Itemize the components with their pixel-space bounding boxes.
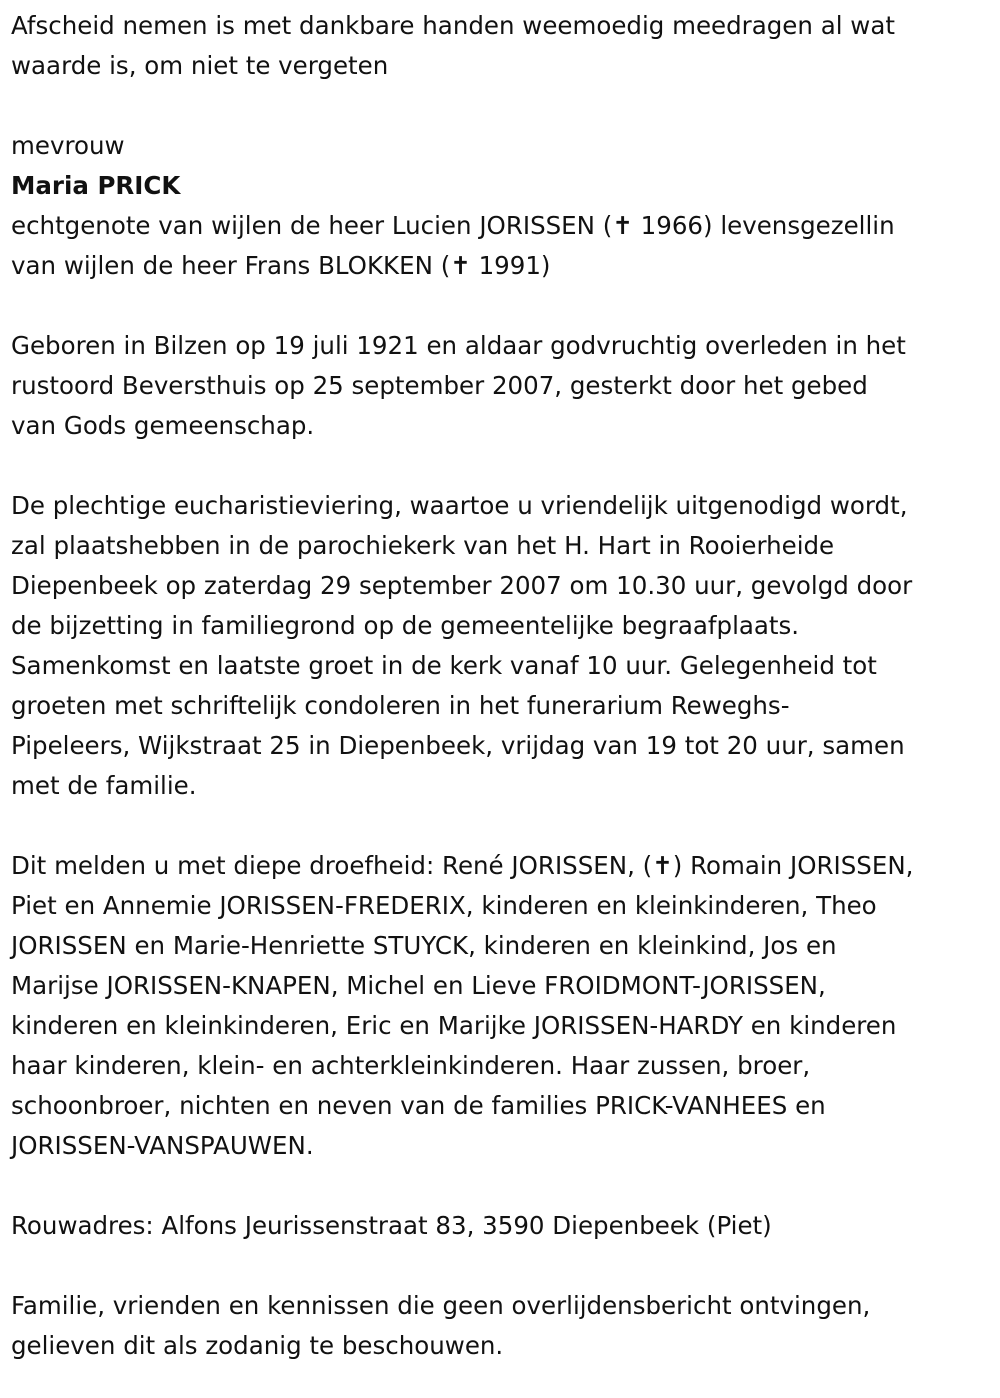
ceremony-line: met de familie. <box>11 771 197 800</box>
spacer <box>11 1246 991 1286</box>
spouse-line: echtgenote van wijlen de heer Lucien JORISSEN (✝ 1966) levensgezellin <box>11 211 895 240</box>
family-paragraph <box>11 846 991 1166</box>
birth-death-line: van Gods gemeenschap. <box>11 411 315 440</box>
intro-line: waarde is, om niet te vergeten <box>11 51 389 80</box>
honorific: mevrouw <box>11 131 125 160</box>
family-line: Piet en Annemie JORISSEN-FREDERIX, kinderen en kleinkinderen, Theo <box>11 891 877 920</box>
spacer <box>11 446 991 486</box>
spacer <box>11 86 991 126</box>
birth-death-line: rustoord Beversthuis op 25 september 2007, gesterkt door het gebed <box>11 371 868 400</box>
spouse-paragraph <box>11 206 991 286</box>
family-line: Dit melden u met diepe droefheid: René JORISSEN, (✝) Romain JORISSEN, <box>11 851 914 880</box>
intro-quote <box>11 6 991 86</box>
ceremony-line: Pipeleers, Wijkstraat 25 in Diepenbeek, vrijdag van 19 tot 20 uur, samen <box>11 731 905 760</box>
family-line: kinderen en kleinkinderen, Eric en Marijke JORISSEN-HARDY en kinderen <box>11 1011 897 1040</box>
deceased-name: Maria PRICK <box>11 171 181 200</box>
spacer <box>11 286 991 326</box>
mourning-address: Rouwadres: Alfons Jeurissenstraat 83, 3590 Diepenbeek (Piet) <box>11 1211 772 1240</box>
ceremony-line: Samenkomst en laatste groet in de kerk vanaf 10 uur. Gelegenheid tot <box>11 651 877 680</box>
spouse-line: van wijlen de heer Frans BLOKKEN (✝ 1991) <box>11 251 551 280</box>
closing-paragraph <box>11 1286 991 1366</box>
ceremony-line: de bijzetting in familiegrond op de gemeentelijke begraafplaats. <box>11 611 800 640</box>
closing-line: Familie, vrienden en kennissen die geen overlijdensbericht ontvingen, <box>11 1291 871 1320</box>
closing-line: gelieven dit als zodanig te beschouwen. <box>11 1331 504 1360</box>
ceremony-line: zal plaatshebben in de parochiekerk van het H. Hart in Rooierheide <box>11 531 835 560</box>
family-line: haar kinderen, klein- en achterkleinkinderen. Haar zussen, broer, <box>11 1051 811 1080</box>
birth-death-line: Geboren in Bilzen op 19 juli 1921 en aldaar godvruchtig overleden in het <box>11 331 906 360</box>
ceremony-line: groeten met schriftelijk condoleren in het funerarium Reweghs- <box>11 691 790 720</box>
birth-death-paragraph <box>11 326 991 446</box>
family-line: Marijse JORISSEN-KNAPEN, Michel en Lieve FROIDMONT-JORISSEN, <box>11 971 826 1000</box>
family-line: JORISSEN-VANSPAUWEN. <box>11 1131 314 1160</box>
spacer <box>11 1166 991 1206</box>
obituary-document <box>11 6 991 1366</box>
intro-line: Afscheid nemen is met dankbare handen weemoedig meedragen al wat <box>11 11 895 40</box>
family-line: JORISSEN en Marie-Henriette STUYCK, kinderen en kleinkind, Jos en <box>11 931 837 960</box>
family-line: schoonbroer, nichten en neven van de families PRICK-VANHEES en <box>11 1091 826 1120</box>
ceremony-line: Diepenbeek op zaterdag 29 september 2007 om 10.30 uur, gevolgd door <box>11 571 913 600</box>
ceremony-line: De plechtige eucharistieviering, waartoe u vriendelijk uitgenodigd wordt, <box>11 491 908 520</box>
spacer <box>11 806 991 846</box>
ceremony-paragraph <box>11 486 991 806</box>
